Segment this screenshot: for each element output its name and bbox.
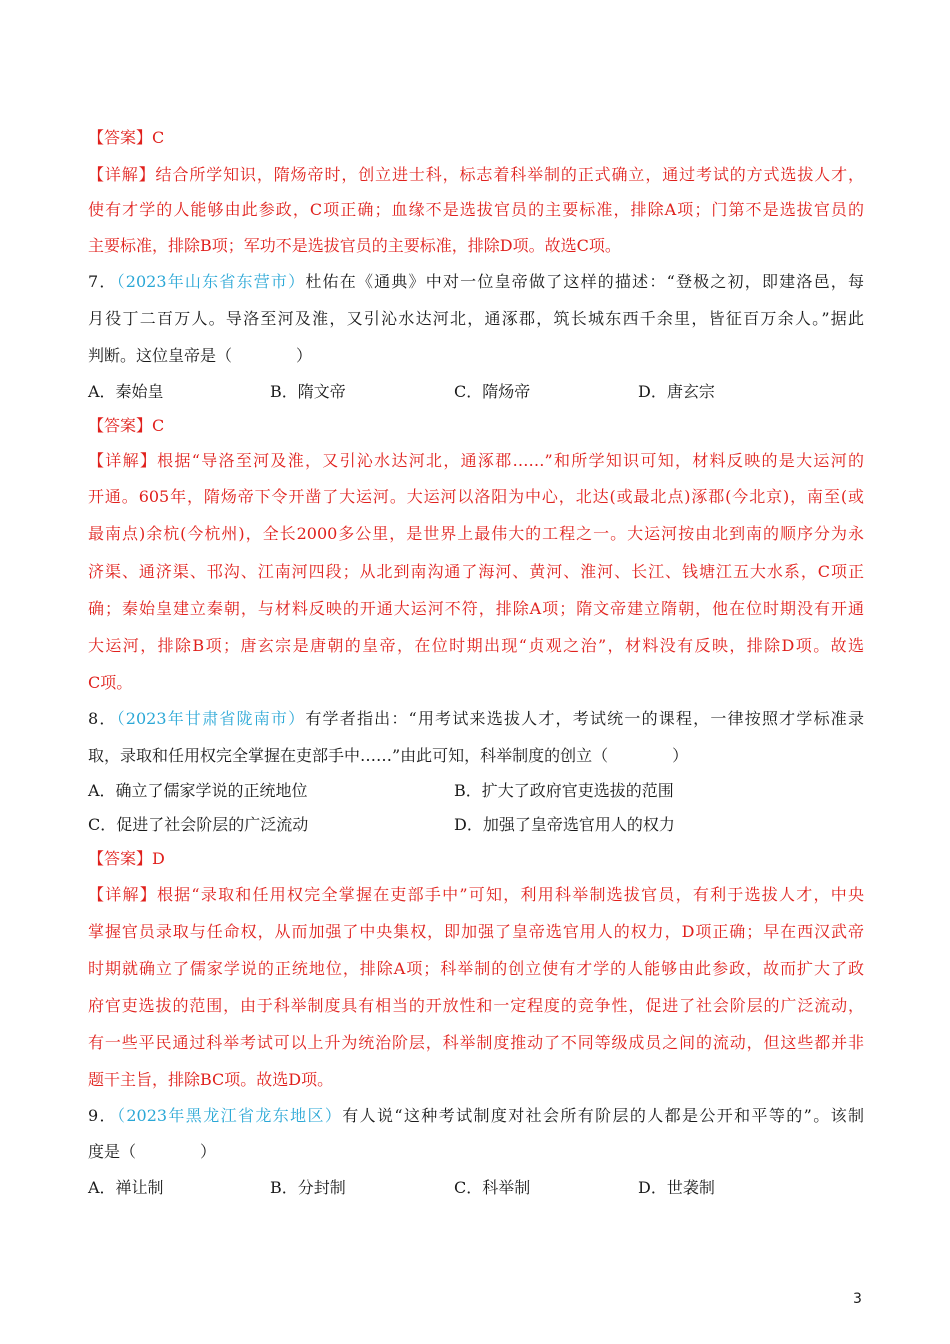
q9-number: 9．	[88, 1106, 117, 1125]
q8-stem-line-2: 取，录取和任用权完全掌握在吏部手中……”由此可知，科举制度的创立（ ）	[88, 746, 689, 765]
q6-answer: 【答案】C	[88, 128, 165, 147]
q7-option-b: B．隋文帝	[270, 382, 346, 401]
q8-detail-line-4: 府官吏选拔的范围，由于科举制度具有相当的开放性和一定程度的竞争性，促进了社会阶层的广泛流动，	[88, 996, 864, 1015]
q8-detail-line-1: 【详解】根据“录取和任用权完全掌握在吏部手中”可知，利用科举制选拔官员，有利于选拔人才，中央	[88, 885, 864, 904]
q8-stem-text-1: 有学者指出：“用考试来选拔人才，考试统一的课程，一律按照才学标准录	[305, 709, 864, 728]
page-number: 3	[853, 1291, 862, 1307]
q7-detail-line-7: C项。	[88, 673, 133, 692]
q7-option-d: D．唐玄宗	[638, 382, 715, 401]
q6-detail-line-2: 使有才学的人能够由此参政，C项正确；血缘不是选拔官员的主要标准，排除A项；门第不是选拔官员的	[88, 200, 864, 219]
q9-stem-line-2: 度是（ ）	[88, 1142, 217, 1161]
q8-detail-line-6: 题干主旨，排除BC项。故选D项。	[88, 1070, 334, 1089]
q8-detail-line-5: 有一些平民通过科举考试可以上升为统治阶层，科举制度推动了不同等级成员之间的流动，但这些都并非	[88, 1033, 864, 1052]
q7-detail-line-4: 济渠、通济渠、邗沟、江南河四段；从北到南沟通了海河、黄河、淮河、长江、钱塘江五大水系，C项正	[88, 562, 864, 581]
q8-number: 8．	[88, 709, 117, 728]
q9-option-c: C．科举制	[454, 1178, 531, 1197]
q7-detail-line-3: 最南点)余杭(今杭州)，全长2000多公里，是世界上最伟大的工程之一。大运河按由北到南的顺序分为永	[88, 524, 864, 543]
q7-source: （2023年山东省东营市）	[116, 272, 306, 291]
q7-detail-line-1: 【详解】根据“导洛至河及淮，又引沁水达河北，通涿郡……”和所学知识可知，材料反映的是大运河的	[88, 451, 864, 470]
q8-detail-line-2: 掌握官员录取与任命权，从而加强了中央集权，即加强了皇帝选官用人的权力，D项正确；早在西汉武帝	[88, 922, 864, 941]
q8-answer: 【答案】D	[88, 849, 165, 868]
q6-detail-line-1: 【详解】结合所学知识，隋炀帝时，创立进士科，标志着科举制的正式确立，通过考试的方式选拔人才，	[88, 165, 864, 184]
q8-option-b: B．扩大了政府官吏选拔的范围	[454, 781, 674, 800]
q7-option-c: C．隋炀帝	[454, 382, 531, 401]
q9-stem-line-1	[88, 1106, 864, 1126]
q7-detail-line-5: 确；秦始皇建立秦朝，与材料反映的开通大运河不符，排除A项；隋文帝建立隋朝，他在位时期没有开通	[88, 599, 864, 618]
q9-option-a: A．禅让制	[88, 1178, 164, 1197]
q7-stem-line-2: 月役丁二百万人。导洛至河及淮，又引沁水达河北，通涿郡，筑长城东西千余里，皆征百万余人。”据此	[88, 309, 864, 328]
q7-stem-text-1: 杜佑在《通典》中对一位皇帝做了这样的描述：“登极之初，即建洛邑，每	[305, 272, 864, 291]
q9-source: （2023年黑龙江省龙东地区）	[116, 1106, 343, 1125]
q7-stem-line-3: 判断。这位皇帝是（ ）	[88, 346, 313, 365]
q7-detail-line-6: 大运河，排除B项；唐玄宗是唐朝的皇帝，在位时期出现“贞观之治”，材料没有反映，排除D项。故选	[88, 636, 864, 655]
q7-detail-line-2: 开通。605年，隋炀帝下令开凿了大运河。大运河以洛阳为中心，北达(或最北点)涿郡(今北京)，南至(或	[88, 487, 864, 506]
q7-number: 7．	[88, 272, 117, 291]
q8-option-c: C．促进了社会阶层的广泛流动	[88, 815, 309, 834]
q8-option-d: D．加强了皇帝选官用人的权力	[454, 815, 675, 834]
q7-stem-line-1	[88, 272, 864, 292]
q9-option-b: B．分封制	[270, 1178, 346, 1197]
q7-answer: 【答案】C	[88, 416, 165, 435]
q7-option-a: A．秦始皇	[88, 382, 164, 401]
q8-detail-line-3: 时期就确立了儒家学说的正统地位，排除A项；科举制的创立使有才学的人能够由此参政，故而扩大了政	[88, 959, 864, 978]
q9-stem-text-1: 有人说“这种考试制度对社会所有阶层的人都是公开和平等的”。该制	[342, 1106, 864, 1125]
q8-stem-line-1	[88, 709, 864, 729]
q9-option-d: D．世袭制	[638, 1178, 715, 1197]
q8-option-a: A．确立了儒家学说的正统地位	[88, 781, 308, 800]
q8-source: （2023年甘肃省陇南市）	[116, 709, 306, 728]
q6-detail-line-3: 主要标准，排除B项；军功不是选拔官员的主要标准，排除D项。故选C项。	[88, 236, 621, 255]
